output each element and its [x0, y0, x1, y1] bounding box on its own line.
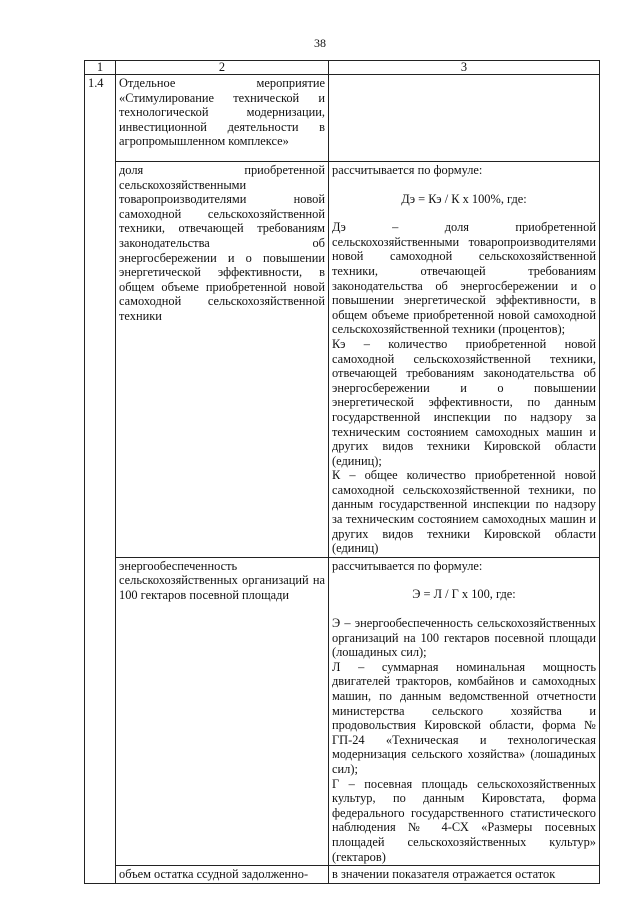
indicator-name: объем остатка ссудной задолженно-	[116, 866, 329, 884]
header-col-3: 3	[329, 61, 600, 75]
indicator-method	[329, 162, 600, 558]
formula-term: Э – энергообеспеченность сельскохозяйственных организаций на 100 гектаров посевной площади (лошадиных сил);	[332, 616, 596, 660]
section-empty-cell	[329, 75, 600, 162]
formula-term: Л – суммарная номинальная мощность двигателей тракторов, комбайнов и самоходных машин, по данным ведомственной отчетности министерства сельского хозяйства и продовольствия Кировской области, форма № ГП-24 «Техническая и технологическая модернизация сельского хозяйства» (лошадиных сил);	[332, 659, 596, 776]
indicator-name: доля приобретенной сельскохозяйственными товаропроизводителями новой самоходной сельскохозяйственной техники, отвечающей требованиям законодательства об энергосбережении и о повышении энергетической эффективности, в общем объеме приобретенной новой самоходной сельскохозяйственной техники	[116, 162, 329, 558]
indicator-method: в значении показателя отражается остаток	[329, 866, 600, 884]
section-row	[85, 75, 600, 162]
formula-term: Кэ – количество приобретенной новой самоходной сельскохозяйственной техники, отвечающей требованиям законодательства об энергосбережении и о повышении энергетической эффективности, по данным государственной инспекции по надзору за техническим состоянием самоходных машин и других видов техники Кировской области (единиц);	[332, 336, 596, 468]
formula: Э = Л / Г х 100, где:	[412, 587, 516, 602]
table-row	[85, 557, 600, 865]
header-col-2: 2	[116, 61, 329, 75]
method-intro: рассчитывается по формуле:	[332, 163, 483, 177]
indicator-method	[329, 557, 600, 865]
table-row	[85, 866, 600, 884]
indicators-table	[84, 60, 600, 884]
method-intro: рассчитывается по формуле:	[332, 558, 483, 573]
table-row	[85, 162, 600, 558]
formula: Дэ = Кэ / К х 100%, где:	[401, 191, 527, 206]
formula-term: Г – посевная площадь сельскохозяйственных культур, по данным Кировстата, форма федерального государственного статистического наблюдения № 4-СХ «Размеры посевных площадей сельскохозяйственных культур» (гектаров)	[332, 776, 596, 864]
formula-term: К – общее количество приобретенной новой самоходной сельскохозяйственной техники, по данным государственной инспекции по надзору за техническим состоянием самоходных машин и других видов техники Кировской области (единиц)	[332, 468, 596, 556]
header-col-1: 1	[85, 61, 116, 75]
page-number: 38	[314, 36, 326, 50]
formula-term: Дэ – доля приобретенной сельскохозяйственными товаропроизводителями новой самоходной сельскохозяйственной техники, отвечающей требованиям законодательства об энергосбережении и о повышении энергетической эффективности, в общем объеме приобретенной новой самоходной сельскохозяйственной техники (процентов);	[332, 220, 596, 337]
indicator-name: энергообеспеченность сельскохозяйственных организаций на 100 гектаров посевной площади	[116, 557, 329, 865]
section-title: Отдельное мероприятие «Стимулирование технической и технологической модернизации, инвестиционной деятельности в агропромышленном комплексе»	[116, 75, 329, 162]
table-header-row	[85, 61, 600, 75]
section-number: 1.4	[85, 75, 116, 884]
